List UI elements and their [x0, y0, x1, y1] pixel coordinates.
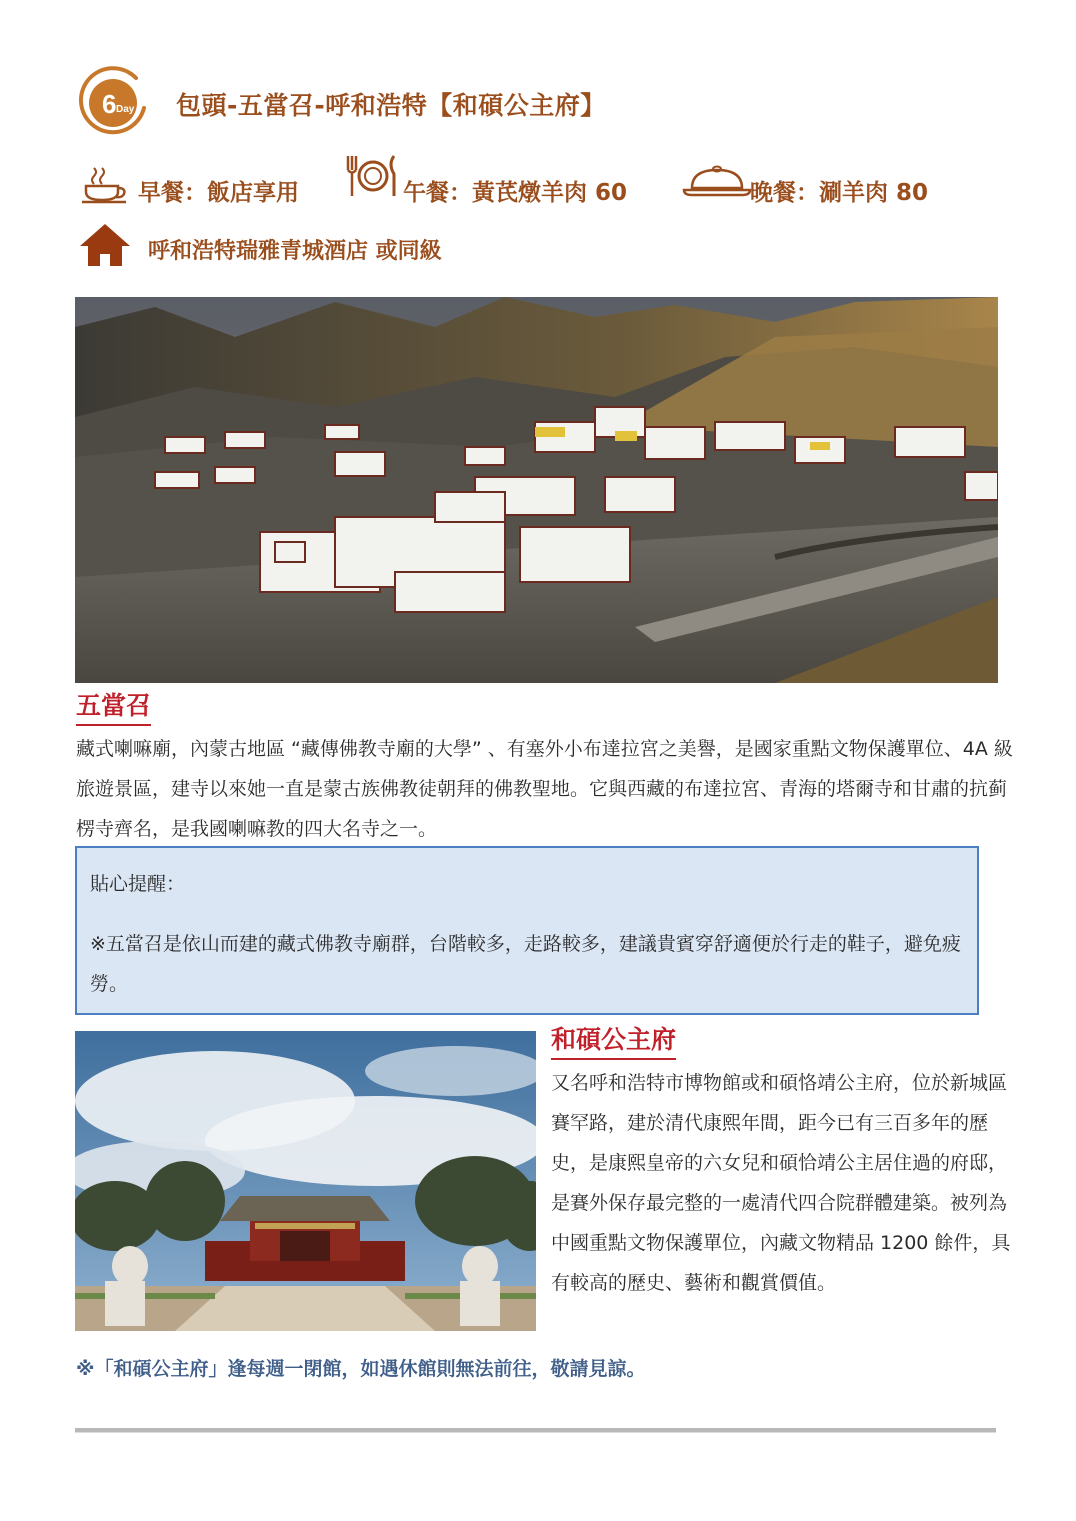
coffee-cup-icon: [80, 166, 132, 204]
wudangzhao-photo: [75, 297, 998, 683]
breakfast-text: 早餐：飯店享用: [138, 180, 299, 206]
day-number: 6: [102, 89, 117, 119]
notice-body: ※五當召是依山而建的藏式佛教寺廟群，台階較多，走路較多，建議貴賓穿舒適便於行走的鞋子，避免疲勞。: [90, 933, 961, 995]
house-icon: [78, 222, 132, 268]
cloche-icon: [682, 164, 752, 198]
section-title-wudangzhao: 五當召: [76, 690, 151, 726]
lunch-text: 午餐：黃芪燉羊肉 60: [403, 180, 628, 206]
wudangzhao-description: 藏式喇嘛廟，內蒙古地區 “藏傳佛教寺廟的大學” 、有塞外小布達拉宮之美譽，是國家重點文物保護單位、4A 級旅遊景區，建寺以來她一直是蒙古族佛教徒朝拜的佛教聖地。它與西藏的布達拉宮、青海的塔爾寺和甘肅的抗蓟楞寺齊名，是我國喇嘛教的四大名寺之一。: [76, 738, 1013, 840]
closure-footnote: ※「和碩公主府」逢每週一閉館，如遇休館則無法前往，敬請見諒。: [76, 1358, 646, 1380]
section-title-gongzhufu: 和碩公主府: [551, 1024, 676, 1060]
plate-cutlery-icon: [344, 152, 400, 198]
gongzhufu-photo: [75, 1031, 536, 1331]
dinner-text: 晚餐：涮羊肉 80: [750, 180, 929, 206]
hotel-name: 呼和浩特瑞雅青城酒店 或同級: [148, 239, 442, 264]
notice-heading: 貼心提醒：: [90, 873, 186, 895]
day-title: 包頭-五當召-呼和浩特【和碩公主府】: [176, 91, 606, 120]
gongzhufu-description: 又名呼和浩特市博物館或和碩恪靖公主府，位於新城區賽罕路，建於清代康熙年間，距今已有三百多年的歷史，是康熙皇帝的六女兒和碩恰靖公主居住過的府邸，是賽外保存最完整的一處清代四合院群體建築。被列為中國重點文物保護單位，內藏文物精品 1200 餘件，具有較高的歷史、藝術和觀賞價值。: [551, 1072, 1011, 1294]
day-word: Day: [116, 104, 135, 115]
bottom-divider: [75, 1428, 996, 1433]
day-badge: [76, 64, 150, 138]
